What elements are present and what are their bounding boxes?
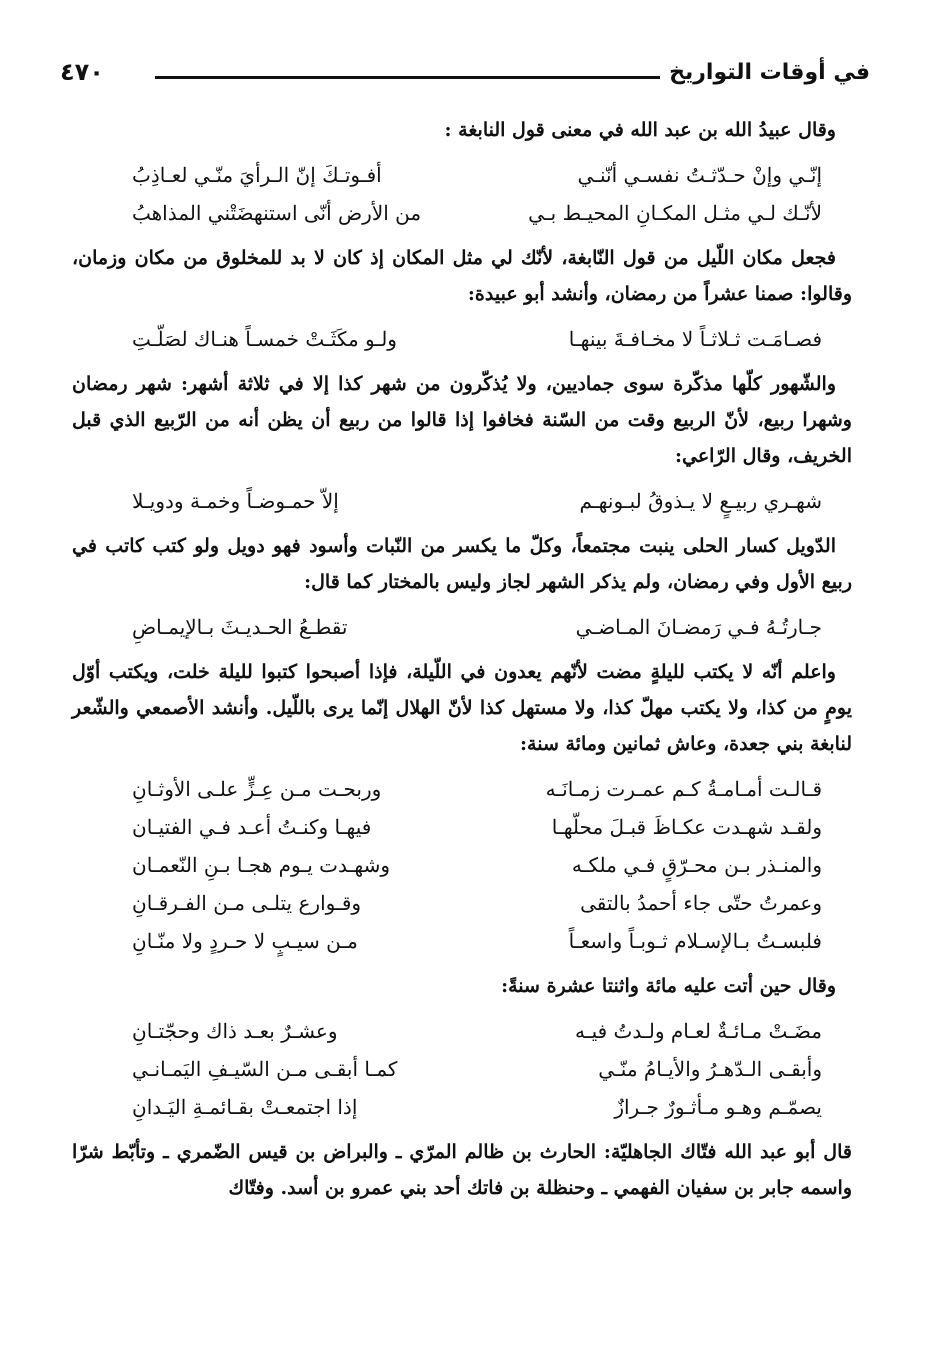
verse-line xyxy=(72,808,852,846)
paragraph: واعلم أنّه لا يكتب لليلةٍ مضت لأنّهم يعدون في اللّيلة، فإذا أصبحوا كتبوا لليلة خلت، ويكتب أوّل يومٍ من كذا، ولا يكتب مهلّ كذا، ولا مستهل كذا لأنّ الهلال إنّما يرى باللّيل. وأنشد الأصمعي والشّعر لنابغة بني جعدة، وعاش ثمانين ومائة سنة: xyxy=(72,661,852,755)
verse-second-hemistich: وربحـت مـن عِـزٍّ علـى الأوثـانِ xyxy=(132,777,382,801)
verse-second-hemistich: فيهـا وكنـتُ أعـد فـي الفتيـان xyxy=(132,815,372,839)
verse-block xyxy=(72,156,852,232)
verse-first-hemistich: وأبقـى الـدّهـرُ والأيـامُ منّـي xyxy=(598,1057,822,1081)
header-rule xyxy=(155,76,660,79)
verse-line xyxy=(72,922,852,960)
verse-first-hemistich: فصـامَـت ثـلاثـاً لا مخـافـةَ بينهـا xyxy=(568,327,822,351)
verse-block xyxy=(72,770,852,960)
page-number: ٤٧٠ xyxy=(60,58,104,86)
paragraph: وقال عبيدُ الله بن عبد الله في معنى قول النابغة : xyxy=(444,119,836,141)
verse-line xyxy=(72,194,852,232)
verse-first-hemistich: والمنـذر بـن محـرّقٍ فـي ملكـه xyxy=(571,853,822,877)
verse-line xyxy=(72,482,852,520)
paragraph: الدّويل كسار الحلى ينبت مجتمعاً، وكلّ ما يكسر من النّبات وأسود فهو دويل ولو كتب كاتب في ربيع الأول وفي رمضان، ولم يذكر الشهر لجاز وليس بالمختار كما قال: xyxy=(72,535,852,593)
paragraph: والشّهور كلّها مذكّرة سوى جماديين، ولا يُذكّرون من شهر كذا إلا في ثلاثة أشهر: شهر رمضان وشهرا ربيع، لأنّ الربيع وقت من السّنة فخافوا إذا قالوا من ربيع أن يظن أنه من الرّبيع الذي قبل الخريف، وقال الرّاعي: xyxy=(72,373,852,467)
verse-second-hemistich: كمـا أبقـى مـن السّيـفِ اليَمـانـي xyxy=(132,1057,398,1081)
verse-block xyxy=(72,320,852,358)
verse-second-hemistich: وقـوارع يتلـى مـن الفـرقـانِ xyxy=(132,891,362,915)
verse-first-hemistich: ولقـد شهـدت عكـاظَ قبـلَ محلّهـا xyxy=(551,815,822,839)
verse-first-hemistich: لأنّـك لـي مثـل المكـانِ المحيـط بـي xyxy=(528,201,822,225)
verse-first-hemistich: يصمّـم وهـو مـأثـورٌ جـرازٌ xyxy=(614,1095,822,1119)
paragraph: وقال حين أتت عليه مائة واثنتا عشرة سنةً: xyxy=(501,975,836,997)
verse-second-hemistich: وشهـدت يـوم هجـا بـنِ النّعمـان xyxy=(132,853,390,877)
verse-first-hemistich: إنّـي وإنْ حـدّثـتُ نفسـي أنّنـي xyxy=(577,163,822,187)
verse-first-hemistich: مضَـتْ مـائـةٌ لعـام ولـدتُ فيـه xyxy=(575,1019,822,1043)
paragraph: فجعل مكان اللّيل من قول النّابغة، لأنّك لي مثل المكان إذ كان لا بد للمخلوق من مكان وزمان، وقالوا: صمنا عشراً من رمضان، وأنشد أبو عبيدة: xyxy=(72,247,852,305)
verse-first-hemistich: جـارتُـهُ فـي رَمضـانَ المـاضـي xyxy=(575,615,822,639)
verse-second-hemistich: أفـوتـكَ إنّ الـرأيَ منّـي لعـاذِبُ xyxy=(132,163,382,187)
verse-second-hemistich: إلاّ حمـوضـاً وخمـة ودويـلا xyxy=(132,489,339,513)
verse-second-hemistich: تقطـعُ الحـديـثَ بـالإيمـاضِ xyxy=(132,615,348,639)
page-body xyxy=(72,112,852,1214)
verse-first-hemistich: وعمرتُ حتّى جاء أحمدُ بالتقى xyxy=(580,891,822,915)
verse-second-hemistich: مـن سيـبٍ لا حـردٍ ولا منّـانِ xyxy=(132,929,358,953)
verse-line xyxy=(72,156,852,194)
verse-block xyxy=(72,608,852,646)
verse-line xyxy=(72,320,852,358)
verse-line xyxy=(72,608,852,646)
verse-first-hemistich: قـالـت أمـامـةُ كـم عمـرت زمـانَـه xyxy=(545,777,822,801)
verse-second-hemistich: إذا اجتمعـتْ بقـائمـةِ اليَـدانِ xyxy=(132,1095,358,1119)
verse-line xyxy=(72,846,852,884)
page-header xyxy=(60,58,870,98)
verse-second-hemistich: ولـو مكَثَـتْ خمسـاً هنـاك لصَلّـتِ xyxy=(132,327,397,351)
verse-second-hemistich: وعشـرٌ بعـد ذاك وحجّتـانِ xyxy=(132,1019,338,1043)
verse-line xyxy=(72,884,852,922)
running-title: في أوقات التواريخ xyxy=(669,60,870,85)
verse-block xyxy=(72,482,852,520)
verse-second-hemistich: من الأرض أنّى استنهضَتْني المذاهبُ xyxy=(132,201,422,225)
verse-block xyxy=(72,1012,852,1126)
verse-line xyxy=(72,770,852,808)
verse-first-hemistich: فلبسـتُ بـالإسـلام ثـوبـاً واسعـاً xyxy=(568,929,822,953)
verse-line xyxy=(72,1012,852,1050)
verse-line xyxy=(72,1088,852,1126)
paragraph: قال أبو عبد الله فتّاك الجاهليّة: الحارث بن ظالم المرّي ـ والبراض بن قيس الضّمري ـ وتأبّط شرّا واسمه جابر بن سفيان الفهمي ـ وحنظلة بن فاتك أحد بني عمرو بن أسد. وفتّاك xyxy=(72,1141,852,1199)
verse-line xyxy=(72,1050,852,1088)
verse-first-hemistich: شهـري ربيـعٍ لا يـذوقُ لبـونهـم xyxy=(579,489,822,513)
